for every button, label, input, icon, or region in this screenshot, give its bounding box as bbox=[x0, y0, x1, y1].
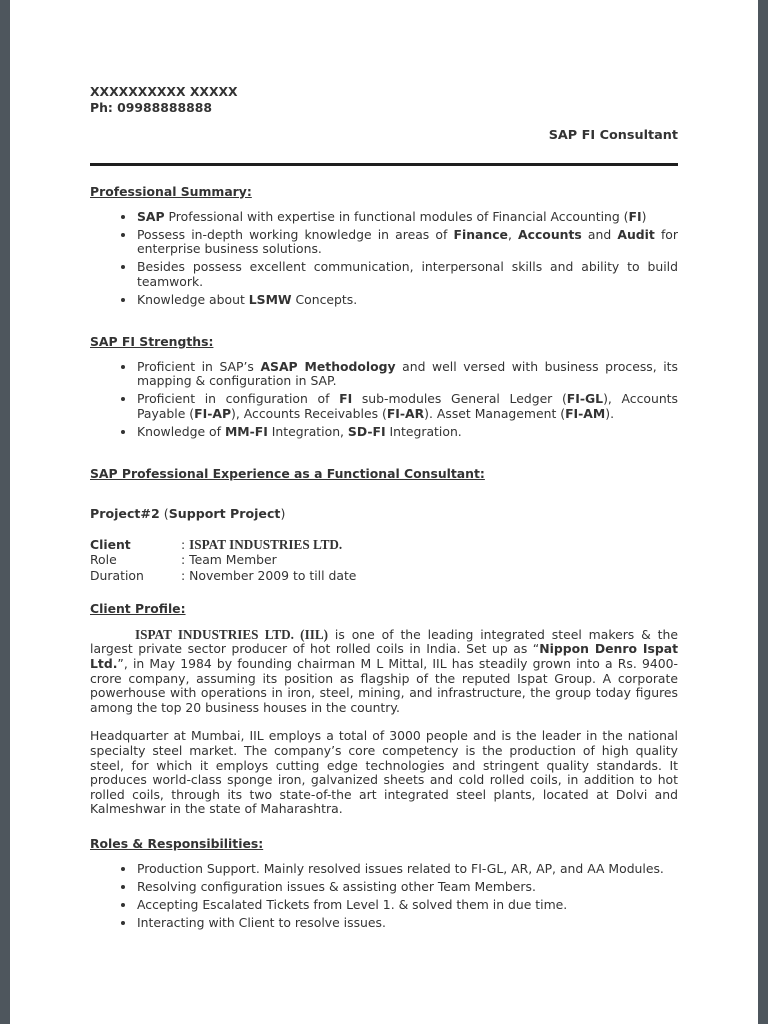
list-item: • Knowledge of MM-FI Integration, SD-FI Integration. bbox=[136, 425, 678, 440]
detail-value-client: : ISPAT INDUSTRIES LTD. bbox=[181, 537, 343, 553]
detail-value-role: : Team Member bbox=[181, 552, 277, 568]
roles-responsibilities-list bbox=[90, 862, 678, 931]
list-item: • Knowledge about LSMW Concepts. bbox=[136, 293, 678, 308]
section-heading-sap-fi-strengths: SAP FI Strengths: bbox=[90, 333, 214, 349]
list-item: • Accepting Escalated Tickets from Level 1. & solved them in due time. bbox=[136, 898, 678, 913]
section-heading-professional-summary: Professional Summary: bbox=[90, 183, 252, 199]
project-title: Project#2 (Support Project) bbox=[90, 505, 286, 521]
section-heading-experience: SAP Professional Experience as a Functional Consultant: bbox=[90, 465, 485, 481]
list-item: • Resolving configuration issues & assisting other Team Members. bbox=[136, 880, 678, 895]
list-item: • Possess in-depth working knowledge in areas of Finance, Accounts and Audit for enterprise business solutions. bbox=[136, 228, 678, 257]
section-heading-client-profile: Client Profile: bbox=[90, 600, 186, 616]
detail-row-duration bbox=[90, 568, 678, 583]
header-divider bbox=[90, 163, 678, 166]
detail-value-duration: : November 2009 to till date bbox=[181, 567, 357, 583]
detail-row-role bbox=[90, 552, 678, 567]
detail-label-client: Client bbox=[90, 537, 131, 553]
list-item: • Proficient in configuration of FI sub-modules General Ledger (FI-GL), Accounts Payable (FI-AP), Accounts Receivables (FI-AR). Asset Management (FI-AM). bbox=[136, 392, 678, 421]
detail-row-client bbox=[90, 537, 678, 552]
professional-summary-list bbox=[90, 210, 678, 308]
client-profile-paragraph-2: Headquarter at Mumbai, IIL employs a total of 3000 people and is the leader in the national specialty steel market. The company’s core competency is the production of high quality steel, for which it employs cutting edge technologies and stringent quality standards. It produces world-class sponge iron, galvanized sheets and cold rolled coils, in addition to hot rolled coils, through its two state-of-the art integrated steel plants, located at Dolvi and Kalmeshwar in the state of Maharashtra. bbox=[90, 728, 678, 817]
list-item: • SAP Professional with expertise in functional modules of Financial Accounting (FI) bbox=[136, 210, 678, 225]
detail-label-duration: Duration bbox=[90, 567, 144, 583]
client-profile-paragraph-1: ISPAT INDUSTRIES LTD. (IIL) is one of the leading integrated steel makers & the largest private sector producer of hot rolled coils in India. Set up as “Nippon Denro Ispat Ltd.”, in May 1984 by founding chairman M L Mittal, IIL has steadily grown into a Rs. 9400-crore company, assuming its position as flagship of the reputed Ispat Group. A corporate powerhouse with operations in iron, steel, mining, and infrastructure, the group today figures among the top 20 business houses in the country. bbox=[90, 626, 679, 715]
list-item: • Proficient in SAP’s ASAP Methodology and well versed with business process, its mapping & configuration in SAP. bbox=[136, 360, 678, 389]
resume-header bbox=[90, 84, 678, 166]
section-heading-roles-responsibilities: Roles & Responsibilities: bbox=[90, 835, 264, 851]
candidate-name: XXXXXXXXXX XXXXX bbox=[90, 84, 238, 99]
list-item: • Production Support. Mainly resolved issues related to FI-GL, AR, AP, and AA Modules. bbox=[136, 862, 678, 877]
detail-label-role: Role bbox=[90, 552, 117, 568]
candidate-phone: Ph: 09988888888 bbox=[90, 100, 213, 115]
sap-fi-strengths-list bbox=[90, 360, 678, 440]
list-item: • Besides possess excellent communication, interpersonal skills and ability to build teamwork. bbox=[136, 260, 678, 289]
list-item: • Interacting with Client to resolve issues. bbox=[136, 916, 678, 931]
project-details bbox=[90, 537, 678, 583]
resume-page bbox=[10, 0, 758, 1024]
role-title: SAP FI Consultant bbox=[548, 128, 678, 143]
